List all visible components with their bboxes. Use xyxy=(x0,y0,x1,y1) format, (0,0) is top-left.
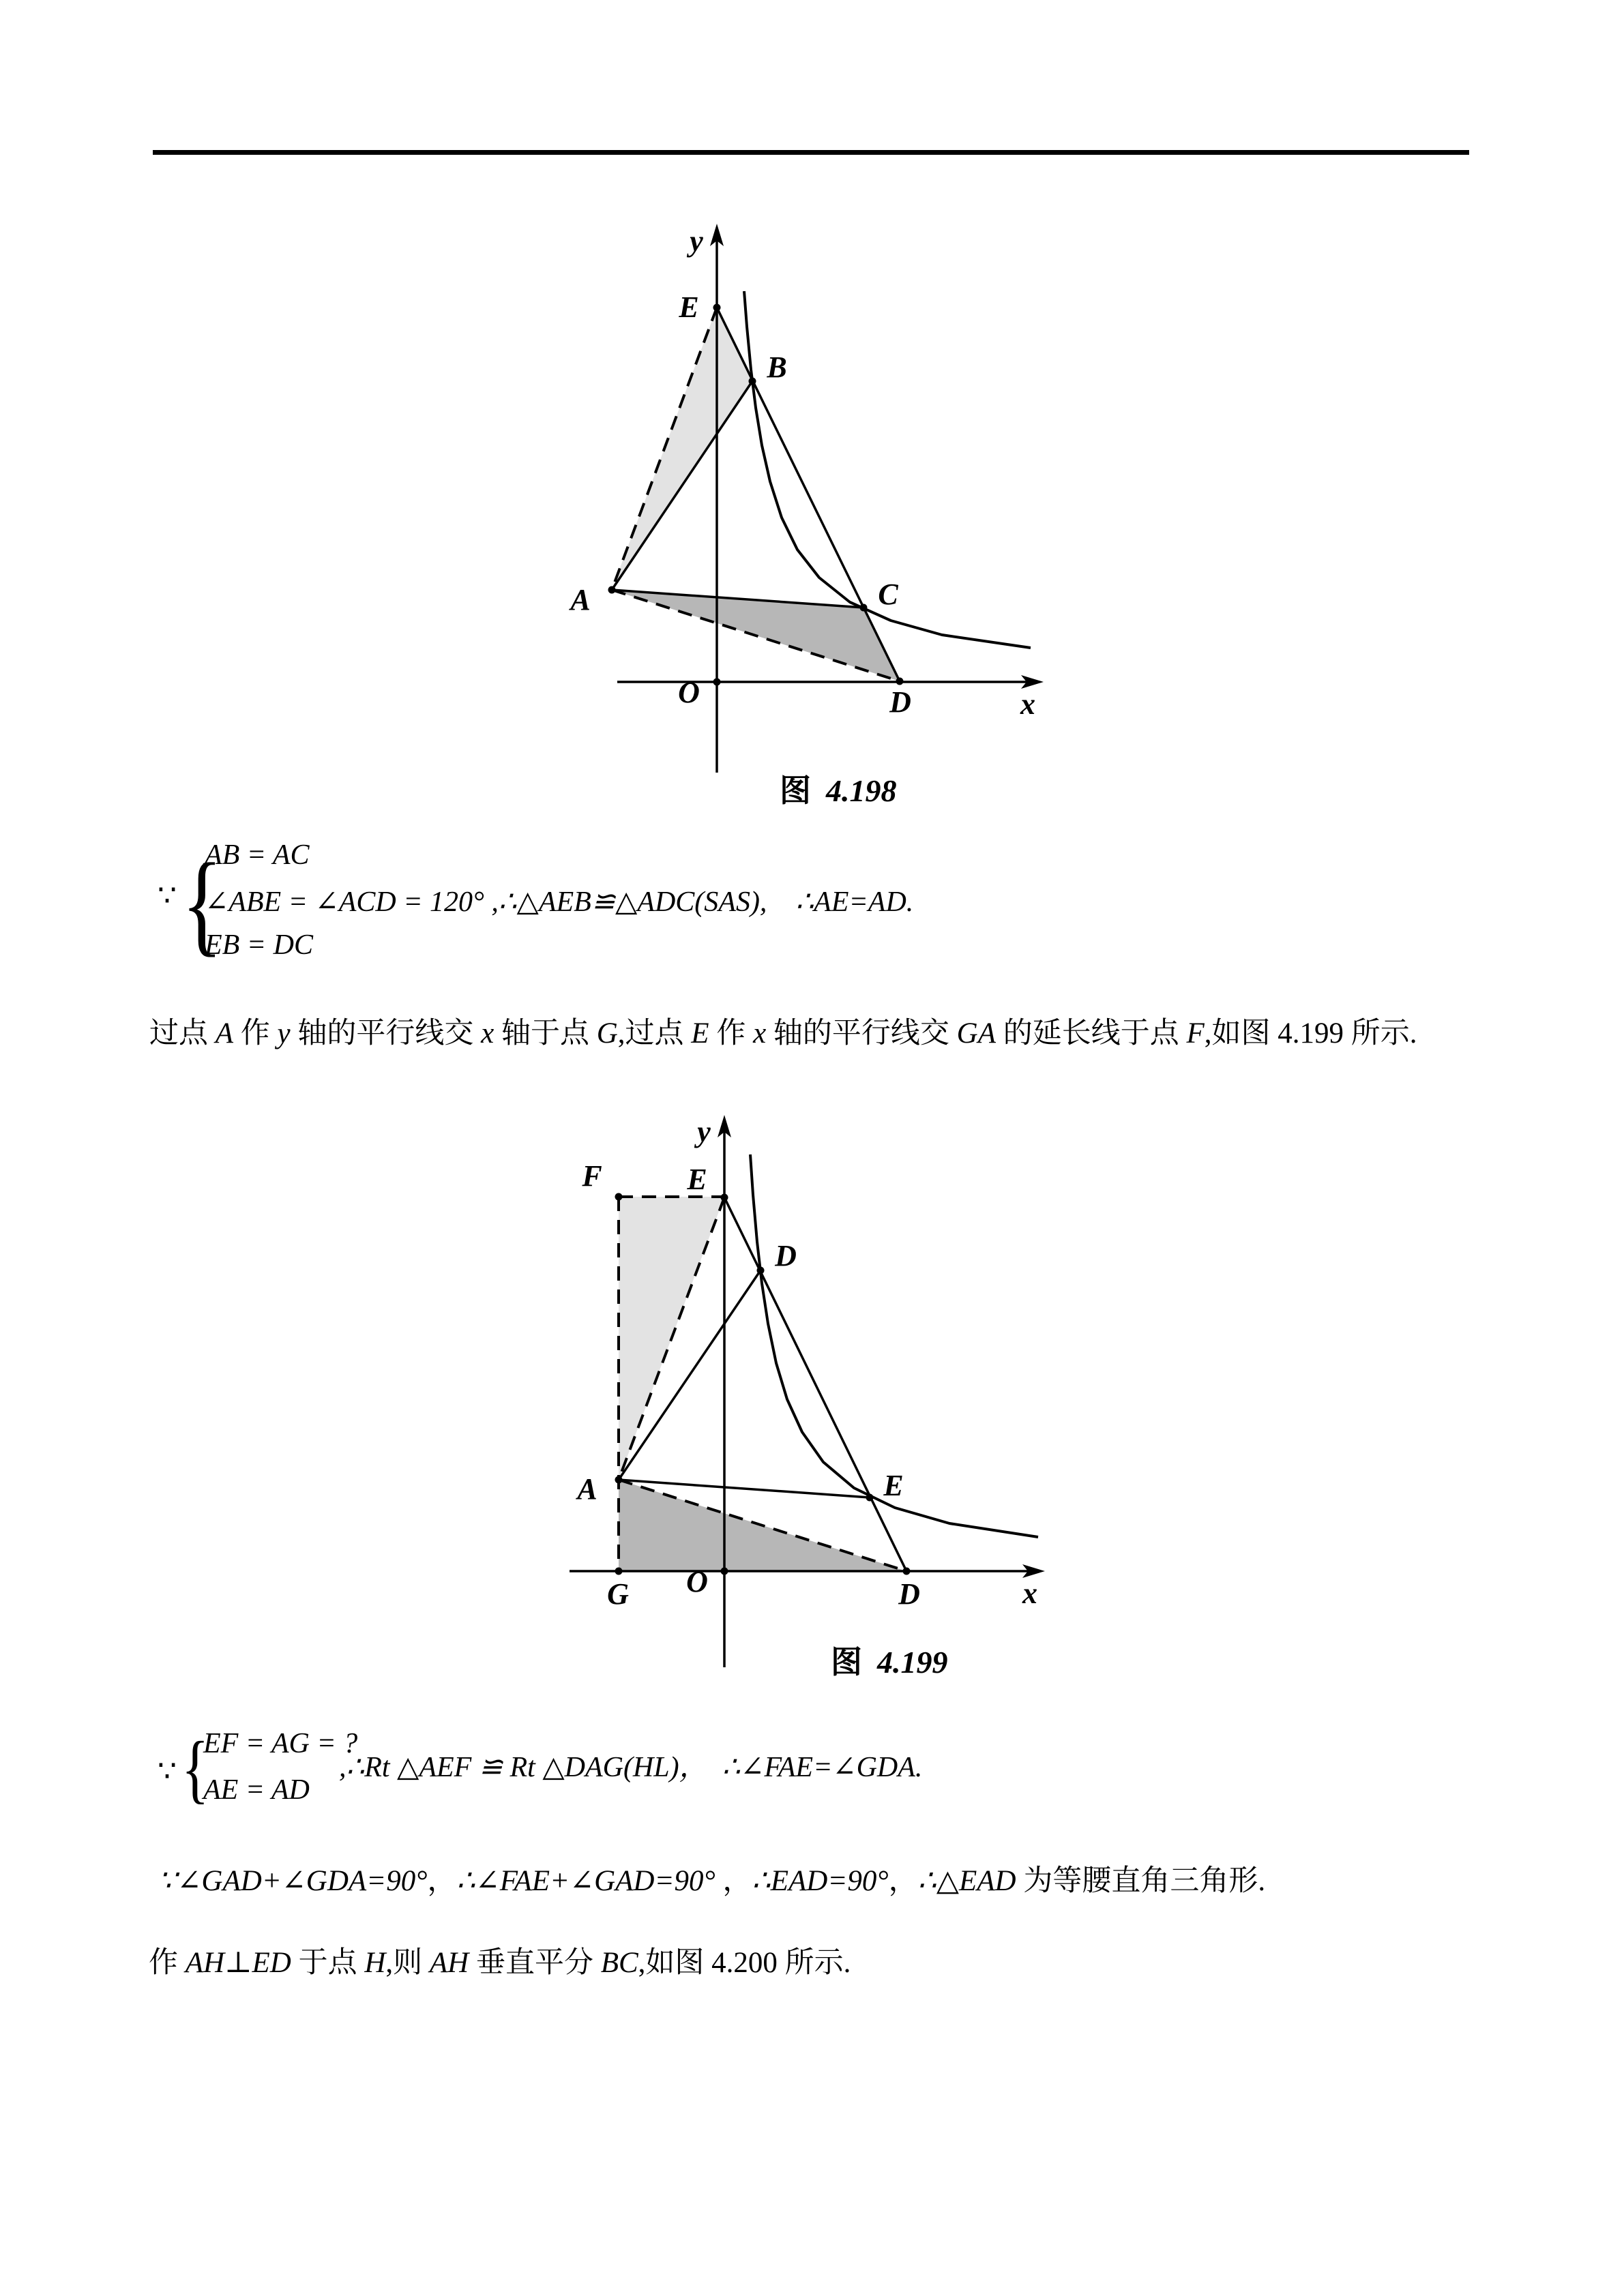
label-origin: O xyxy=(678,676,700,709)
label-point-a: A xyxy=(577,1472,597,1506)
figure-4-199-caption xyxy=(799,1615,948,1710)
label-point-e-top: E xyxy=(687,1163,707,1196)
figure-4-199 xyxy=(546,1091,1064,1684)
label-point-a: A xyxy=(570,583,591,616)
label-x-axis: x xyxy=(1022,1577,1037,1610)
shaded-triangle-aeb xyxy=(612,308,752,590)
point-e-top xyxy=(721,1194,728,1202)
top-rule xyxy=(153,150,1469,155)
label-point-g: G xyxy=(607,1577,629,1611)
figure-4-198 xyxy=(546,205,1064,791)
equation-line: AB = AC xyxy=(205,839,310,871)
point-origin xyxy=(721,1568,728,1575)
system-brace: { xyxy=(181,1727,209,1811)
point-d xyxy=(896,678,904,685)
paragraph-angle-deduction: ∵∠GAD+∠GDA=90°，∴∠FAE+∠GAD=90° ，∴EAD=90°，∴△EAD 为等腰直角三角形. xyxy=(158,1865,1266,1897)
point-e xyxy=(713,304,721,312)
label-point-d-mid: D xyxy=(775,1239,797,1272)
point-d-bottom xyxy=(903,1568,911,1575)
label-y-axis: y xyxy=(697,1115,711,1148)
label-y-axis: y xyxy=(690,224,703,258)
label-point-d-bottom: D xyxy=(898,1577,920,1611)
point-g xyxy=(615,1568,623,1575)
point-origin xyxy=(713,679,721,686)
label-point-f: F xyxy=(582,1159,602,1193)
label-point-d: D xyxy=(889,685,911,719)
point-c xyxy=(860,604,868,612)
figure-4-198-caption xyxy=(748,744,897,838)
equation-line: AE = AD xyxy=(203,1774,310,1806)
caption-number: 4.198 xyxy=(826,773,897,808)
because-symbol: ∵ xyxy=(158,1755,177,1788)
paragraph-construction: 过点 A 作 y 轴的平行线交 x 轴于点 G,过点 E 作 x 轴的平行线交 GA 的延长线于点 F,如图 4.199 所示. xyxy=(149,1017,1417,1049)
caption-prefix: 图 xyxy=(831,1645,862,1680)
label-point-c: C xyxy=(878,578,898,611)
label-origin: O xyxy=(686,1565,708,1598)
point-a xyxy=(608,586,616,594)
label-point-e: E xyxy=(679,290,699,324)
equation-line: EB = DC xyxy=(205,929,313,961)
point-a xyxy=(615,1476,623,1484)
equation-line: ,∴Rt △AEF ≌ Rt △DAG(HL)， ∴∠FAE=∠GDA. xyxy=(339,1752,923,1783)
point-f xyxy=(615,1193,623,1201)
paragraph-perpendicular-construction: 作 AH⊥ED 于点 H,则 AH 垂直平分 BC,如图 4.200 所示. xyxy=(149,1947,851,1979)
because-symbol: ∵ xyxy=(158,879,177,912)
point-d-mid xyxy=(757,1267,765,1274)
label-point-b: B xyxy=(767,351,787,384)
equation-line: EF = AG = ? xyxy=(203,1728,358,1759)
point-e-right xyxy=(866,1494,874,1502)
caption-number: 4.199 xyxy=(877,1645,948,1680)
label-x-axis: x xyxy=(1020,687,1035,721)
caption-prefix: 图 xyxy=(780,773,811,808)
system-brace: { xyxy=(181,840,223,967)
segment-ed xyxy=(724,1197,906,1571)
point-b xyxy=(749,378,756,385)
equation-line: ∠ABE = ∠ACD = 120° ,∴△AEB≌△ADC(SAS), ∴AE=AD. xyxy=(205,886,914,918)
label-point-e-right: E xyxy=(883,1469,904,1502)
